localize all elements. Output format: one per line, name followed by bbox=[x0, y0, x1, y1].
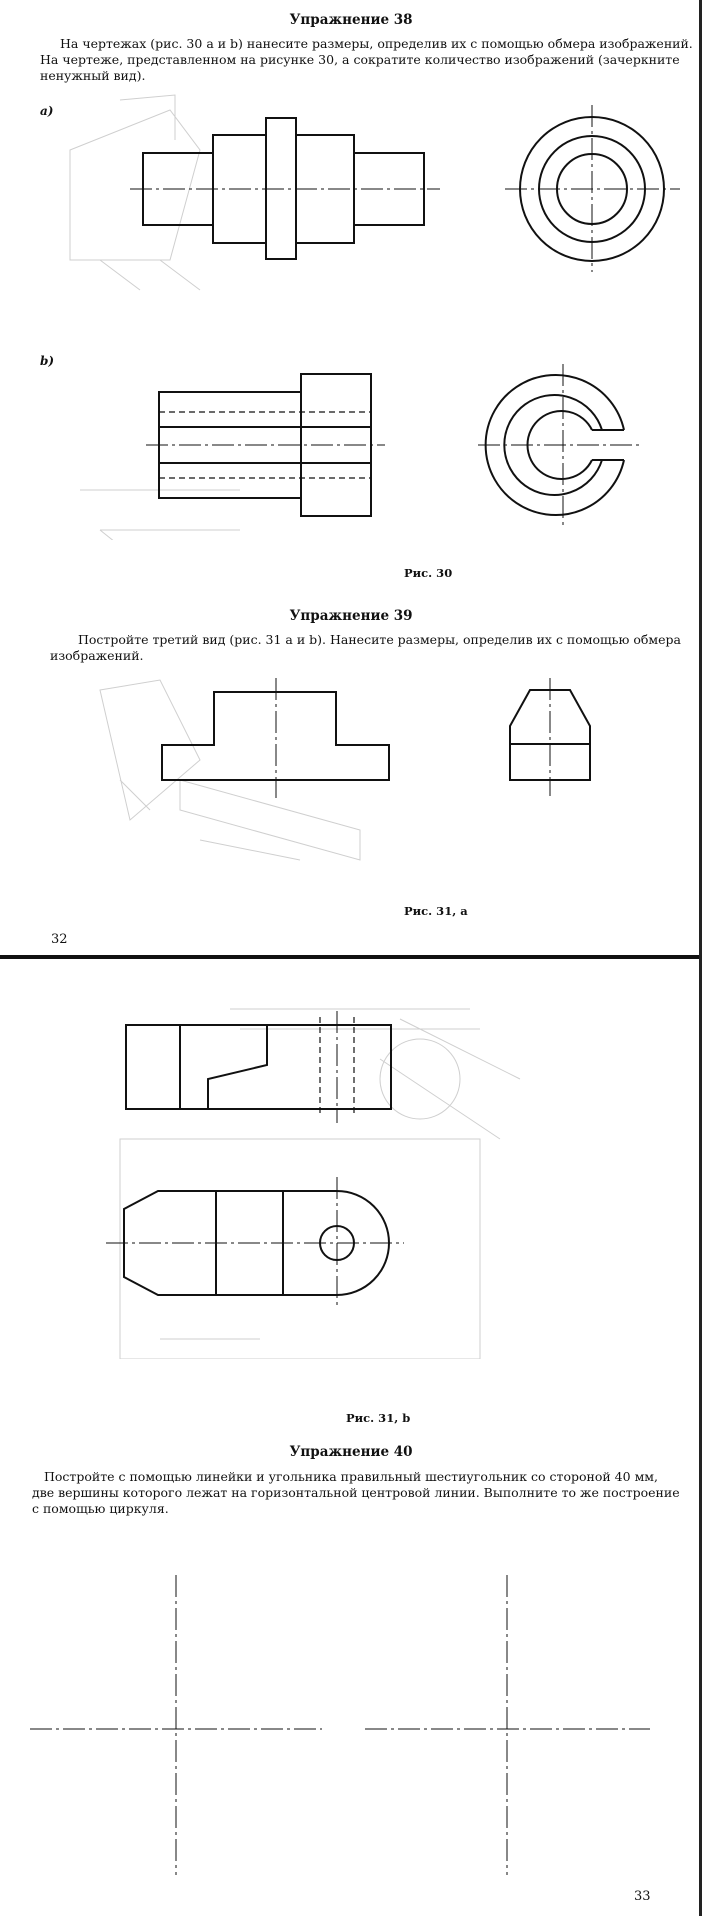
exercise-39-heading: Упражнение 39 bbox=[289, 608, 413, 624]
figure-31b-drawing bbox=[0, 959, 702, 1359]
exercise-39-text-line-2: изображений. bbox=[50, 648, 144, 663]
page-33 bbox=[0, 959, 702, 1916]
stepped-block-side-view bbox=[510, 690, 590, 780]
exercise-38-heading: Упражнение 38 bbox=[289, 12, 413, 28]
figure-30b-drawing bbox=[0, 340, 702, 540]
exercise-38-text-line-2: На чертеже, представленном на рисунке 30, a сократите количество изображений (зачеркните bbox=[40, 52, 680, 67]
exercise-38-text-line-3: ненужный вид). bbox=[40, 68, 146, 83]
exercise-40-text-line-3: с помощью циркуля. bbox=[32, 1501, 169, 1516]
figure-31a-caption: Рис. 31, a bbox=[404, 904, 468, 918]
figure-30b-label: b) bbox=[40, 354, 55, 368]
figure-30a-drawing bbox=[0, 0, 702, 300]
front-view-slot bbox=[208, 1025, 267, 1109]
page-32 bbox=[0, 0, 702, 955]
figure-30-caption: Рис. 30 bbox=[404, 566, 453, 580]
exercise-40-text-line-2: две вершины которого лежат на горизонтальной центровой линии. Выполните то же построение bbox=[32, 1485, 680, 1500]
page-number-33: 33 bbox=[634, 1889, 651, 1904]
exercise-40-text-line-1: Постройте с помощью линейки и угольника правильный шестиугольник со стороной 40 мм, bbox=[44, 1469, 658, 1484]
bleed-through-marks bbox=[70, 95, 200, 290]
exercise-39-text-line-1: Постройте третий вид (рис. 31 a и b). Нанесите размеры, определив их с помощью обмера bbox=[78, 632, 681, 647]
figure-31b-caption: Рис. 31, b bbox=[346, 1411, 411, 1425]
page-number-32: 32 bbox=[51, 932, 68, 947]
figure-30a-label: a) bbox=[40, 104, 54, 118]
exercise-40-construction-area bbox=[0, 1559, 702, 1889]
exercise-38-text-line-1: На чертежах (рис. 30 a и b) нанесите размеры, определив их с помощью обмера изображений. bbox=[60, 36, 693, 51]
figure-31a-drawing bbox=[0, 660, 702, 900]
exercise-40-heading: Упражнение 40 bbox=[289, 1444, 413, 1460]
bleed-through-marks bbox=[100, 680, 360, 860]
